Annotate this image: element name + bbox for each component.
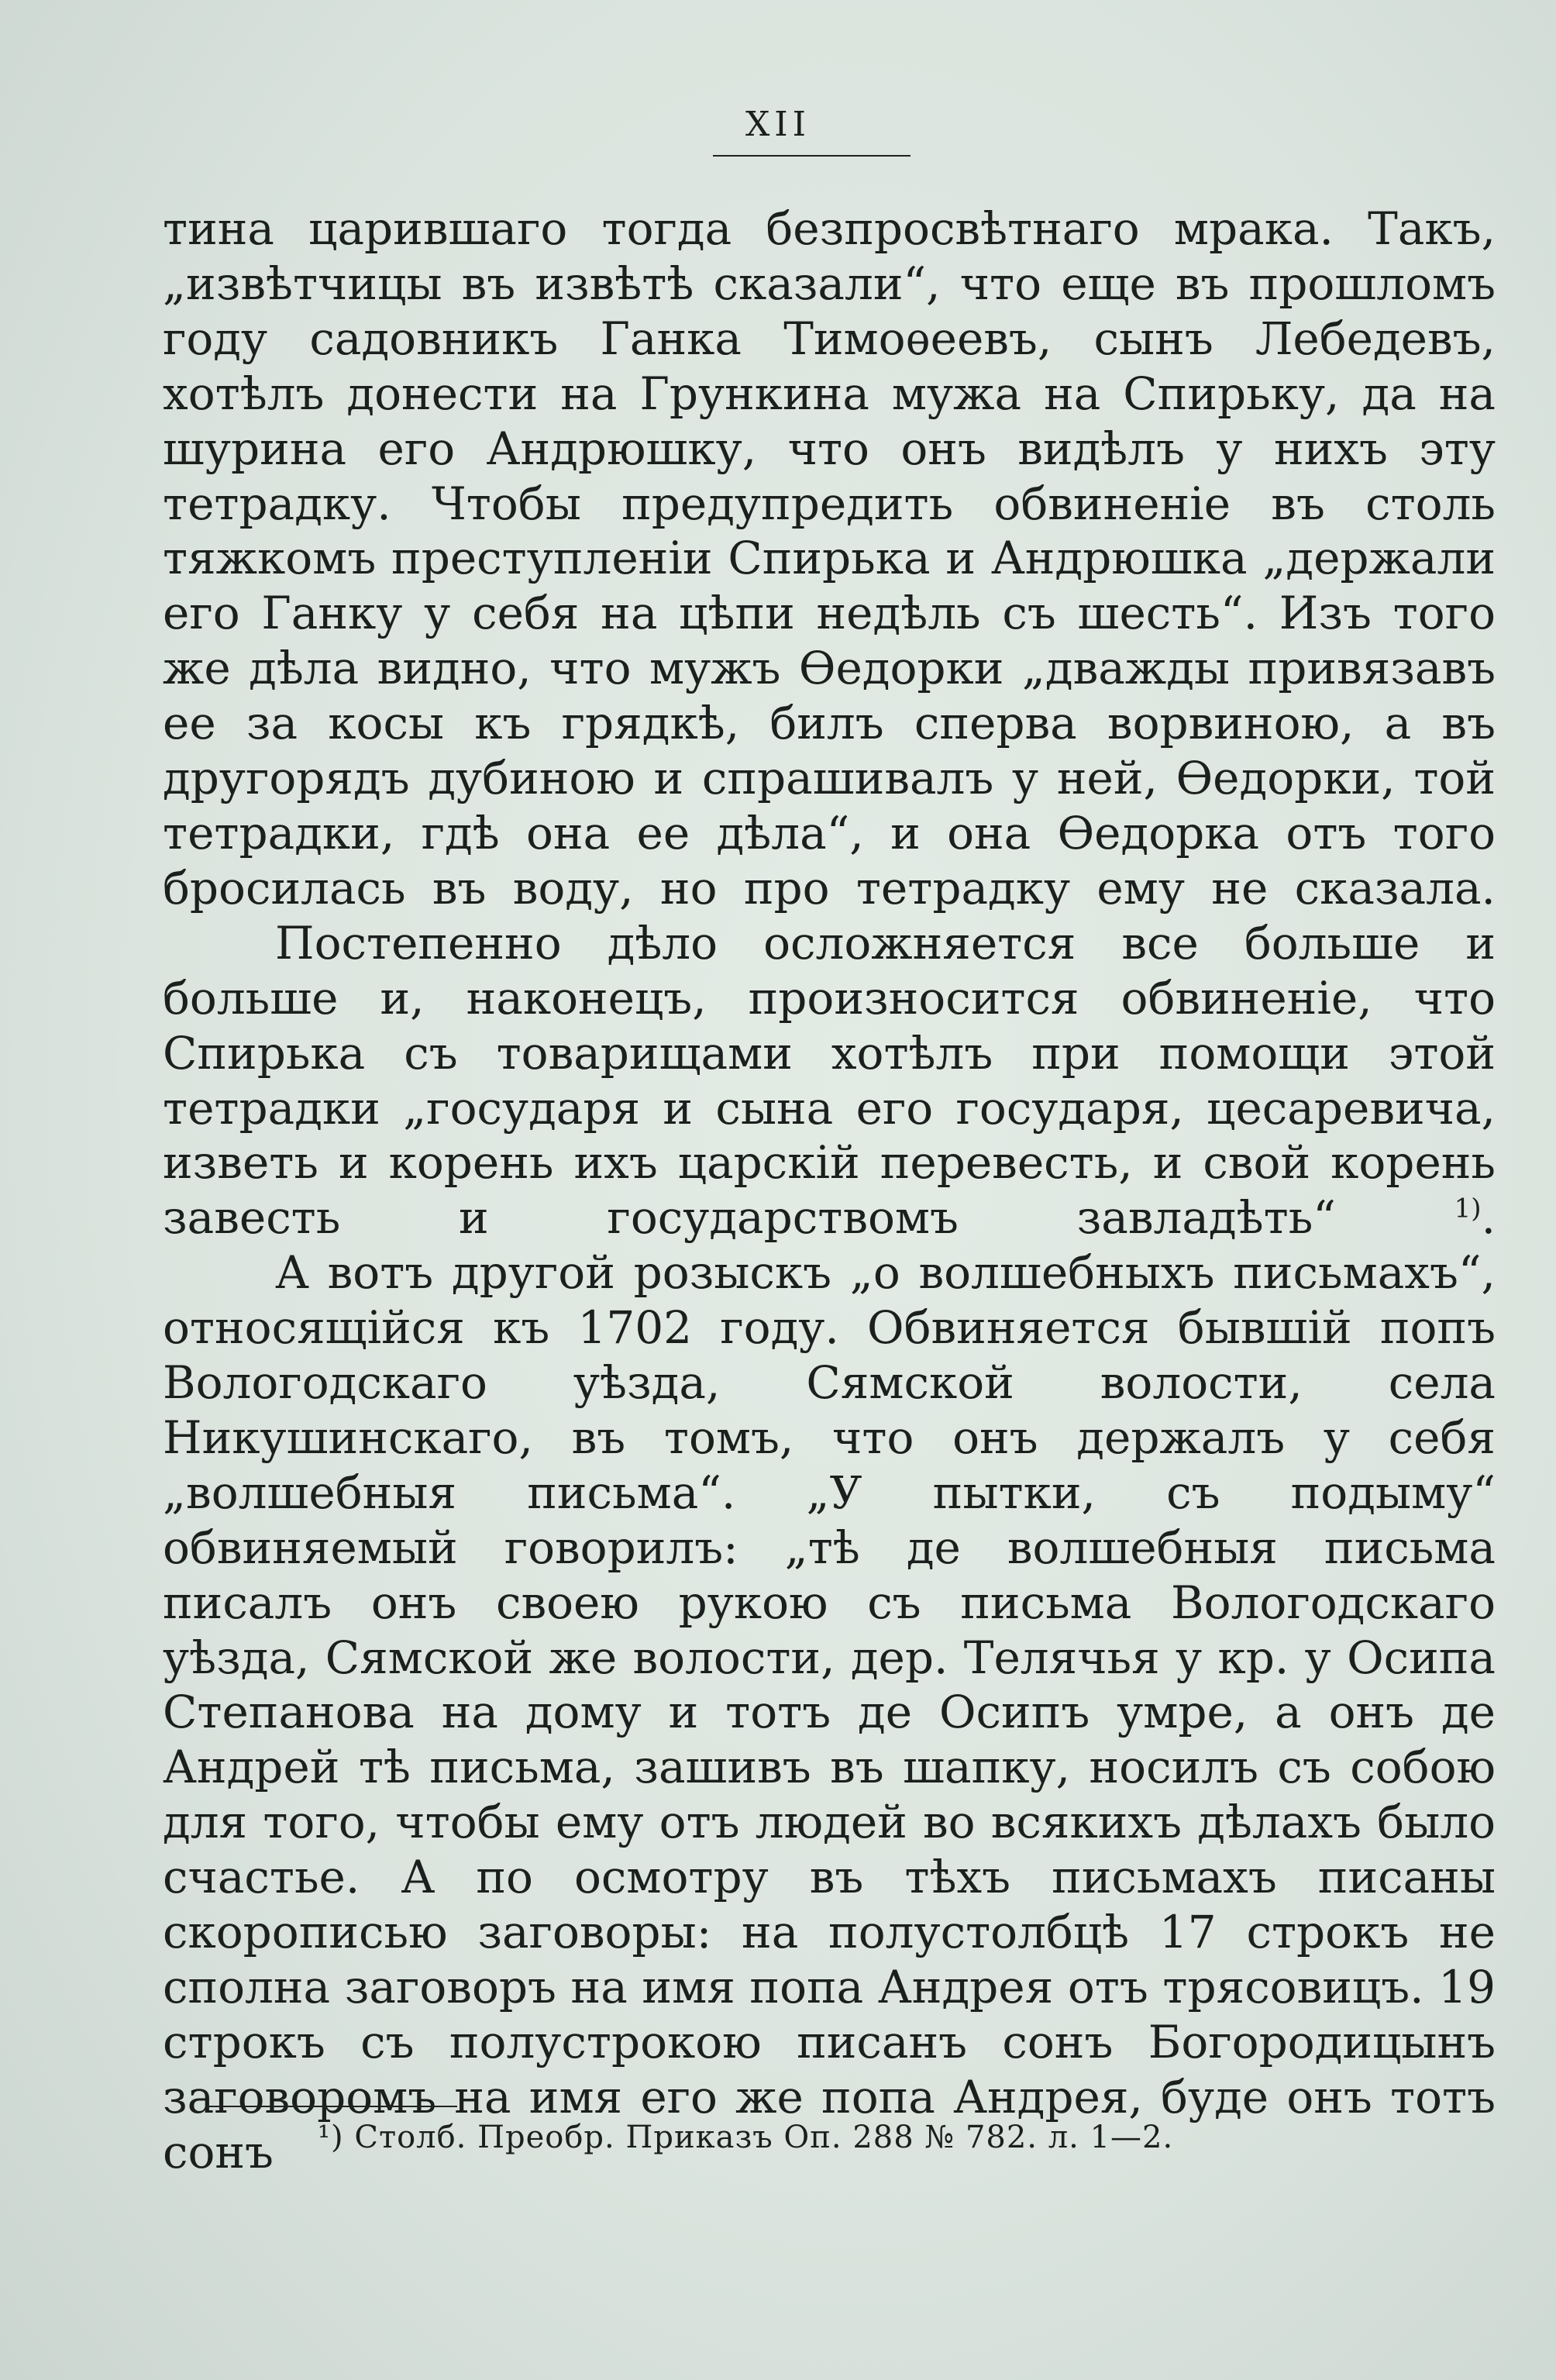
- header-rule: [713, 155, 911, 157]
- paragraph-3: А вотъ другой розыскъ „о волшебныхъ письмахъ“, относящійся къ 1702 году. Обвиняется бывшій попъ Вологодскаго уѣзда, Сямской волости, села Никушинскаго, въ томъ, что онъ держалъ у себя „волшебныя письма“. „У пытки, съ подыму“ обвиняемый говорилъ: „тѣ де волшебныя письма писалъ онъ своею рукою съ письма Вологодскаго уѣзда, Сямской же волости, дер. Телячья у кр. у Осипа Степанова на дому и тотъ де Осипъ умре, а онъ де Андрей тѣ письма, зашивъ въ шапку, носилъ съ собою для того, чтобы ему отъ людей во всякихъ дѣлахъ было счастье. А по осмотру въ тѣхъ письмахъ писаны скорописью заговоры: на полустолбцѣ 17 строкъ не сполна заговоръ на имя попа Андрея отъ трясовицъ. 19 строкъ съ полустрокою писанъ сонъ Богородицынъ заговоромъ на имя его же попа Андрея, буде онъ тотъ сонъ: [163, 1246, 1496, 2179]
- footnote: [318, 2120, 1173, 2155]
- body-text: [163, 201, 1496, 2180]
- paragraph-2-text: Постепенно дѣло осложняется все больше и больше и, наконецъ, произносится обвиненіе, что Спирька съ товарищами хотѣлъ при помощи этой тетрадки „государя и сына его государя, цесаревича, изветь и корень ихъ царскій перевесть, и свой корень завесть и государствомъ завладѣть“: [163, 916, 1496, 1245]
- page-number: XII: [745, 105, 811, 144]
- footnote-reference: 1): [1454, 1193, 1482, 1224]
- footnote-marker: ¹): [318, 2120, 344, 2155]
- paragraph-2: Постепенно дѣло осложняется все больше и больше и, наконецъ, произносится обвиненіе, что Спирька съ товарищами хотѣлъ при помощи этой тетрадки „государя и сына его государя, цесаревича, изветь и корень ихъ царскій перевесть, и свой корень завесть и государствомъ завладѣть“ $^{1)}$.: [163, 916, 1496, 1245]
- footnote-text: Столб. Преобр. Приказъ Оп. 288 № 782. л. 1—2.: [354, 2120, 1174, 2155]
- footnote-rule: [205, 2106, 457, 2107]
- paragraph-1: тина царившаго тогда безпросвѣтнаго мрака. Такъ, „извѣтчицы въ извѣтѣ сказали“, что еще въ прошломъ году садовникъ Ганка Тимоѳеевъ, сынъ Лебедевъ, хотѣлъ донести на Грункина мужа на Спирьку, да на шурина его Андрюшку, что онъ видѣлъ у нихъ эту тетрадку. Чтобы предупредить обвиненіе въ столь тяжкомъ преступленіи Спирька и Андрюшка „держали его Ганку у себя на цѣпи недѣль съ шесть“. Изъ того же дѣла видно, что мужъ Ѳедорки „дважды привязавъ ее за косы къ грядкѣ, билъ сперва ворвиною, а въ другорядъ дубиною и спрашивалъ у ней, Ѳедорки, той тетрадки, гдѣ она ее дѣла“, и она Ѳедорка отъ того бросилась въ воду, но про тетрадку ему не сказала.: [163, 202, 1496, 914]
